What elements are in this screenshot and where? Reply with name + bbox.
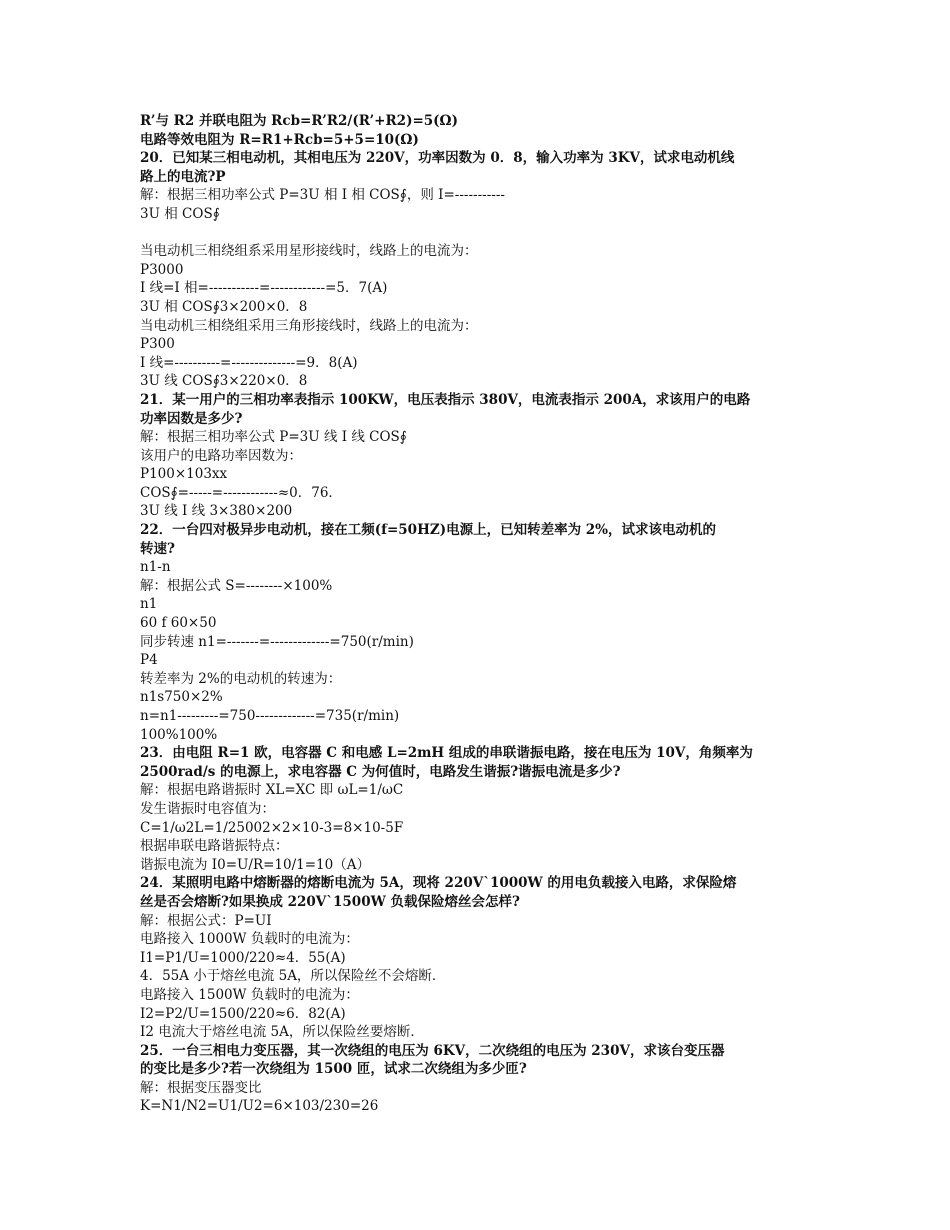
question-25-heading: 25．一台三相电力变压器，其一次绕组的电压为 6KV，二次绕组的电压为 230V，求该台变压器	[140, 1042, 725, 1059]
text-line: 当电动机三相绕组采用三角形接线时，线路上的电流为：	[140, 317, 478, 334]
text-line: 3U 相 COS∮	[140, 205, 220, 222]
text-line: 同步转速 n1=-------=-------------=750(r/min)	[140, 633, 414, 650]
text-line: 解：根据公式 S=--------×100%	[140, 577, 333, 594]
blank-line	[140, 224, 820, 243]
text-line: 当电动机三相绕组系采用星形接线时，线路上的电流为：	[140, 243, 478, 260]
question-20-heading-cont: 路上的电流?P	[140, 168, 226, 185]
question-25-heading-cont: 的变比是多少?若一次绕组为 1500 匝，试求二次绕组为多少匝?	[140, 1061, 527, 1078]
text-line: I2 电流大于熔丝电流 5A，所以保险丝要熔断．	[140, 1024, 424, 1041]
text-line: 根据串联电路谐振特点：	[140, 838, 289, 855]
text-line: I 线=I 相=-----------=------------=5．7(A)	[140, 280, 388, 297]
text-line: I 线=----------=--------------=9．8(A)	[140, 354, 358, 371]
text-line: 3U 线 I 线 3×380×200	[140, 503, 293, 520]
question-20-heading: 20．已知某三相电动机，其相电压为 220V，功率因数为 0．8，输入功率为 3KV，试求电动机线	[140, 150, 735, 167]
text-line: R’与 R2 并联电阻为 Rcb=R’R2/(R’+R2)=5(Ω)	[140, 113, 458, 129]
text-line: n=n1---------=750-------------=735(r/min)	[140, 708, 400, 724]
question-24-heading: 24．某照明电路中熔断器的熔断电流为 5A，现将 220V`1000W 的用电负载接入电路，求保险熔	[140, 875, 737, 892]
text-line: P300	[140, 336, 175, 353]
question-22-heading-cont: 转速?	[140, 540, 175, 557]
text-line: 解：根据三相功率公式 P=3U 线 I 线 COS∮	[140, 429, 407, 446]
text-line: 转差率为 2%的电动机的转速为：	[140, 670, 342, 687]
question-22-heading: 22．一台四对极异步电动机，接在工频(f=50HZ)电源上，已知转差率为 2%，试求该电动机的	[140, 522, 716, 539]
question-23-heading-cont: 2500rad/s 的电源上，求电容器 C 为何值时，电路发生谐振?谐振电流是多少?	[140, 763, 621, 780]
text-line: 解：根据变压器变比	[140, 1079, 262, 1096]
text-line: 电路等效电阻为 R=R1+Rcb=5+5=10(Ω)	[140, 131, 419, 148]
question-23-heading: 23．由电阻 R=1 欧，电容器 C 和电感 L=2mH 组成的串联谐振电路，接在电压为 10V，角频率为	[140, 745, 753, 762]
document-body	[140, 112, 820, 1116]
text-line: COS∮=-----=------------≈0．76．	[140, 484, 342, 501]
text-line: 解：根据公式：P=UI	[140, 912, 272, 929]
text-line: P3000	[140, 261, 184, 278]
text-line: I2=P2/U=1500/220≈6．82(A)	[140, 1005, 346, 1022]
question-21-heading-cont: 功率因数是多少?	[140, 410, 243, 427]
text-line: 谐振电流为 I0=U/R=10/1=10（A）	[140, 856, 370, 873]
text-line: I1=P1/U=1000/220≈4．55(A)	[140, 949, 346, 966]
text-line: 4．55A 小于熔丝电流 5A，所以保险丝不会熔断．	[140, 968, 446, 985]
text-line: P4	[140, 652, 158, 669]
question-21-heading: 21．某一用户的三相功率表指示 100KW，电压表指示 380V，电流表指示 200A，求该用户的电路	[140, 391, 751, 408]
text-line: 60 f 60×50	[140, 615, 217, 632]
text-line: 发生谐振时电容值为：	[140, 800, 275, 817]
text-line: n1s750×2%	[140, 689, 223, 706]
text-line: 100%100%	[140, 726, 218, 743]
text-line: 电路接入 1000W 负载时的电流为：	[140, 931, 359, 948]
text-line: 电路接入 1500W 负载时的电流为：	[140, 986, 359, 1003]
text-line: 3U 线 COS∮3×220×0．8	[140, 373, 308, 390]
text-line: P100×103xx	[140, 466, 228, 483]
text-line: C=1/ω2L=1/25002×2×10-3=8×10-5F	[140, 819, 404, 836]
text-line: 解：根据电路谐振时 XL=XC 即 ωL=1/ωC	[140, 782, 404, 799]
question-24-heading-cont: 丝是否会熔断?如果换成 220V`1500W 负载保险熔丝会怎样?	[140, 893, 520, 910]
text-line: K=N1/N2=U1/U2=6×103/230=26	[140, 1098, 379, 1115]
text-line: 解：根据三相功率公式 P=3U 相 I 相 COS∮，则 I=-----------	[140, 187, 505, 204]
text-line: 该用户的电路功率因数为：	[140, 447, 302, 464]
text-line: n1-n	[140, 559, 171, 576]
text-line: 3U 相 COS∮3×200×0．8	[140, 298, 308, 315]
text-line: n1	[140, 596, 158, 613]
